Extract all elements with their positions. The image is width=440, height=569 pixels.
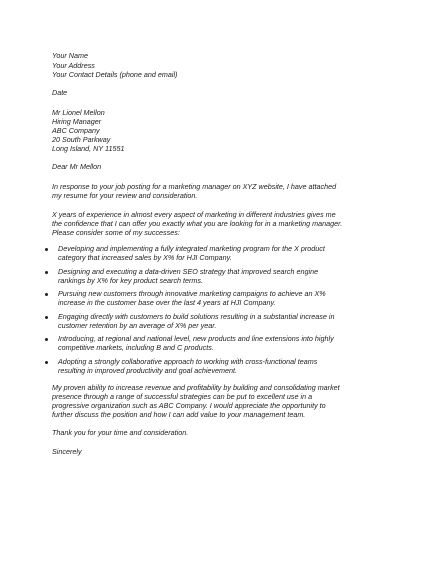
intro-line: my resume for your review and consideration. — [52, 191, 198, 200]
bullet-icon — [45, 338, 48, 341]
success-item-line: Pursuing new customers through innovative marketing campaigns to achieve an X% — [58, 289, 326, 298]
bullet-icon — [45, 293, 48, 296]
sender-contact: Your Contact Details (phone and email) — [52, 70, 178, 79]
sender-name: Your Name — [52, 51, 88, 60]
experience-line: Please consider some of my successes: — [52, 228, 180, 237]
bullet-icon — [45, 361, 48, 364]
bullet-icon — [45, 248, 48, 251]
success-item-line: increase in the customer base over the last 4 years at HJI Company. — [58, 298, 276, 307]
success-item-line: rankings by X% for key product search terms. — [58, 276, 204, 285]
success-item-line: Adopting a strongly collaborative approach to working with cross-functional teams — [58, 357, 318, 366]
success-item-line: customer retention by an average of X% per year. — [58, 321, 217, 330]
recipient-city: Long Island, NY 11551 — [52, 144, 125, 153]
closing-line: My proven ability to increase revenue and profitability by building and consolidating market — [52, 383, 340, 392]
recipient-company: ABC Company — [52, 126, 100, 135]
sender-address: Your Address — [52, 61, 95, 70]
thanks-line: Thank you for your time and consideration. — [52, 428, 189, 437]
closing-line: progressive organization such as ABC Company. I would appreciate the opportunity to — [52, 401, 326, 410]
intro-line: In response to your job posting for a marketing manager on XYZ website, I have attached — [52, 182, 337, 191]
success-item-line: Designing and executing a data-driven SEO strategy that improved search engine — [58, 267, 319, 276]
success-item-line: competitive markets, including B and C products. — [58, 343, 214, 352]
success-item-line: category that increased sales by X% for HJI Company. — [58, 253, 232, 262]
success-item-line: Developing and implementing a fully integrated marketing program for the X product — [58, 244, 325, 253]
success-item-line: resulting in improved productivity and goal achievement. — [58, 366, 237, 375]
bullet-icon — [45, 271, 48, 274]
experience-line: X years of experience in almost every aspect of marketing in different industries gives me — [52, 210, 336, 219]
success-item-line: Engaging directly with customers to build solutions resulting in a substantial increase in — [58, 312, 335, 321]
letter-date: Date — [52, 88, 68, 97]
closing-line: presence through a range of successful strategies can be put to excellent use in a — [52, 392, 313, 401]
signoff: Sincerely — [52, 447, 82, 456]
recipient-street: 20 South Parkway — [52, 135, 111, 144]
recipient-name: Mr Lionel Mellon — [52, 108, 105, 117]
success-item-line: Introducing, at regional and national level, new products and line extensions into highly — [58, 334, 334, 343]
closing-line: further discuss the position and how I can add value to your management team. — [52, 410, 306, 419]
recipient-title: Hiring Manager — [52, 117, 102, 126]
experience-line: the confidence that I can offer you exactly what you are looking for in a marketing manager. — [52, 219, 343, 228]
salutation: Dear Mr Mellon — [52, 162, 102, 171]
bullet-icon — [45, 316, 48, 319]
